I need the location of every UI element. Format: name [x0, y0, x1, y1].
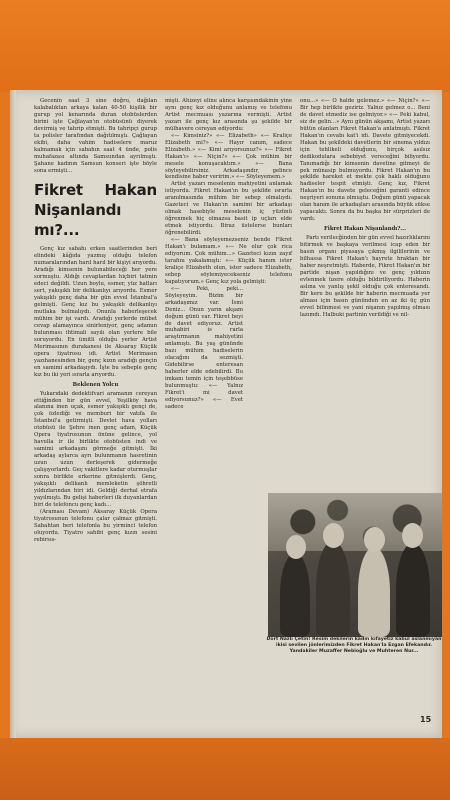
photo-face-4 — [402, 523, 423, 548]
column-2 — [165, 98, 292, 411]
article-photo — [268, 493, 442, 637]
page-number: 15 — [420, 715, 432, 724]
paragraph-intro: Gecenin saat 3 sine doğru, dağılan kalabalıktan arkaya kalan 40-50 kişilik bir gurup yol kenarında duran otobüslerden birini işte Çağlayan'ın otobüsünü diyerek devirmiş ve tahrip etmişti. Bu tahripçi gurup ta polisler tarafından dağıtılmıştı. Çağlayan ekibi, daha vahim hadiselere maruz kalmamak için sabahın saat 4 ünde, polis muhafazası altında Samsundan ayrılmıştı. Şahane kadının Samsun konseri işte böyle sona ermişti... — [34, 98, 157, 174]
subhead-nisanlandi: Fikret Hakan Nişanlandı?... — [324, 226, 406, 233]
paragraph-news: Partı verilecğinden bir gün evvel hazırlıklarını bitirmek ve başkaya verilmesi icap eden bir basın organı piyasaya çıkmış ilgililerinin ve bilhassa Fikret Hakan'ı hayrete braktan bir haber neşretmişti. Haberde, Fikret Hakan'ın bir partide nişan yapıldığını ve genç yıldızın evlenmek üzere olduğu bildiriliyordu. Haberin aslına ve yanlış şekil olduğu çok enteresandı. Bir kere bu şekilde bir haberin mecmuada yer alması için basın gününden en az iki üç gün evvel bilinmesi ve yani nişanın yapılmış olması lazımdı. Halbuki partinin verildiği ve nil- — [300, 235, 430, 318]
photo-face-2 — [323, 523, 344, 548]
photo-person-2 — [316, 541, 350, 637]
paragraph-reply: onu...» «— O halde gelemez.» «— Niçin?» «— Bir hep birlikte geziriz. Yalnız gelmez o... Beni de davet etmediz ise gelmiyor.» «— Peki kabul, siz de gelin...» Aynı günün akşamı, Artist yazarı bütün olanları Fikret Hakan'a anlatmıştı. Fikret Hakan'ın cevabı kat'i idi. Davete gitmiyecekdi. Hakan bu şekildeki davetlerin bir sinema yıldızı için tehlikeli olduğunu, birçok asılsız dedikodulara sebebiyet vereceğini biliyordu. Tanımadığı bir kimsenin davetine gitmeyi de pek münasip bulmuyordu. Fikret Hakan'ın bu şekilde hareket et mekte çok haklı olduğunu hadiseler tespit etmişti. Genç kız, Fikret Hakan'ın bu davete geleceğini garanti edince neşriyeri sonuna olmuştu. Doğum günü yapacak olan hanım ile arkadaşları arasında büyük sükse yapacaktı. Sonra da bu başka bir sürprizleri de vardı. — [300, 98, 431, 223]
photo-face-1 — [286, 535, 306, 559]
paragraph-arrival: Yukarıdaki dedektifvari aramanın cereyan ettiğinden bir gün evvel, Yeşilköy hava alanına inen uçak, esmer yakışıklı gençi de, çok özlediği ve memburi bir vatıfa ile İstanbul'a getirmişti. Devlet hava yolları otobüsü ile Şehre inen genç adam, Küçük Opera tiyatrosunun önüne gelince, yol havulla ir ile birlikte otobüsten indi ve samimi arkadaşını görmeğe gitmişti. İki arkadaş aylarca ayrı bulunmanın hasretinin uzun uzun derleşerek gidermeğe çalışıyorlardı. Geç vakitlere kadar oturmuşlar sonra birlikte erkerine gitmişlerdi. Genç, yakışıklı delikanlı memleketin şöhretli yıldızlarından biri idi. Geldiği derhal etrafa yayılmıştı. Bu gelişi haberleri ilk duyanlardan biri de telefoncu genç kadı... — [34, 390, 157, 508]
photo-person-1 — [280, 553, 310, 637]
dialog-block-1: «— Kimsiniz?» «— Elizabeth» «— Kraliçe Elizabeth mi?» «— Hayır canım, sadece Elizabeth.» «— Kimi arıyorsunuz?» «— Fikret Hakan'ı» «— Niçin?» «— Çok mühim bir mesele konuşacaktım.» «— Bana söyleyebilirsiniz. Arkadaşındır, gelince kendisine haber veririm.» «— Söyleyemem.» — [165, 132, 292, 181]
article-headline: Fikret Hakan Nişanlandı mı?... — [34, 181, 157, 240]
photo-person-3 — [358, 547, 390, 637]
paragraph-curiosity: Artist yazarı meselenin mahiyetini anlamak istiyordu. Fikret Hakan'ın bu şekilde ısrarla aranılmasında mühim bir sebep olmalıydı. Gazeteci ve Hakan'ın samimi bir arkadaşı olmak hasebiyle meselenin iç yüzünü öğrenmek hiç olmazsa basit ip uçları elde etmek istiyordu. Biraz üstelerse bunları öğrenebilirdi. — [165, 181, 292, 237]
dialog-block-3: «— Peki, peki... Söyleyeyim. Bizim bir arkadaşımız var. İsmi Deniz... Onun yarın akşam doğum günü var. Fikret beyi de davet ediyoruz. Artist muhabiri is rarla araştırmanın mahiyetini anlamıştı. Bu yaş gününde bazı mühim hadiselerin olacağını da sezmişti. Gidebilirse enteresan haberler elde edebilirdi. Bu imkanı temin için teşebbüse bulunmuştu: «— Yalnız Fikret'i mi davet ediyorsunuz?» «— Evet sadece — [165, 285, 243, 410]
photo-caption: Dört Nazlı Çetin! Resim dekilerin kadın kıfayetiz kabul aslanmıyan ikisi sevilen jönlerimizden Fikret Hakan'la Ezgan Efekandır. Yandakiler Muzaffer Nebioğlu ve Muhteren Nur... — [266, 637, 442, 655]
background-top — [0, 0, 450, 92]
dialog-block-2: «— Bana söyleyemezseniz bende Fikret Hakan'ı bulamam.» «— Ne olur çok rica ediyorum. Çok mühim...» Gazeteci kızın zayıf tarafını yakalamıştı: «— Küçük hanım ister kraliçe Elizabeth olun, ister sadece Elizabeth, sebep söylemiyecekseniz telefonu kapatıyorum.» Genç kız yola gelmişti: — [165, 237, 292, 285]
paragraph-continue: (Araması Devam) Aksaray Küçük Opera tiyatrosunun telefonu çalar çalmaz gitmişti. Sabahtan beri telefonla bu yirminci telefon oluyordu. Tiyatro sahibi genç kızın sesini rebirsıs- — [34, 508, 157, 543]
column-1 — [34, 98, 157, 544]
photo-face-3 — [364, 527, 385, 552]
paragraph-call: mişti. Ahizeyi eline alınca karşısındakinin yine aynı genç kız olduğunu anlamış ve telefonu Artist mecmuası yazarına vermişti. Artist yazarı ile genç kız arasında şu şekilde bir mülhavere cereyan ediyordu: — [165, 98, 292, 132]
paragraph-search: Genç kız sabahı erken saatlerinden beri elindeki kâğıda yazmış olduğu telefon numaralarından harıl harıl bir kişiyi arıyordu. Aradığı kimsenin bulunabileceği her yere sormuştu. Aldığı cevaplardan hiçbiri tatmin edeci değildi. Uzun boylu, esmer, yüz hatları sert, yakışıklı bir delikanlıyı arıyordu. Esmer yakışıklı genç daha bir gün evvel İstanbul'a gelmişti. Genç kız bu yakışıklı delikanlıyı mutlaka bulmalıydı. Onunla haberleşecek mühim bir işi vardı. Aradığı yerlerde mübet cevap alamayınca sinirleniyor, genç adamın bulunması ihtimali sayılı olan yerlere bile soruyordu. En ümitli olduğu yerler Artist Merimasının durakanesi ile Aksaray Küçük opera tiyatrosu idi. Artist Merimasın yazıhanesinden bir, genç kızın aradığı gençin en samimi arkadaşıydı. İşte bu sebeple genç kız bu iki yeri ısrarla arıyordu. — [34, 246, 157, 378]
background-bottom — [0, 738, 450, 800]
photo-person-4 — [396, 543, 430, 637]
column-3 — [300, 98, 430, 319]
subhead-beklenen-yolcu: Beklenen Yolcu — [72, 381, 119, 388]
